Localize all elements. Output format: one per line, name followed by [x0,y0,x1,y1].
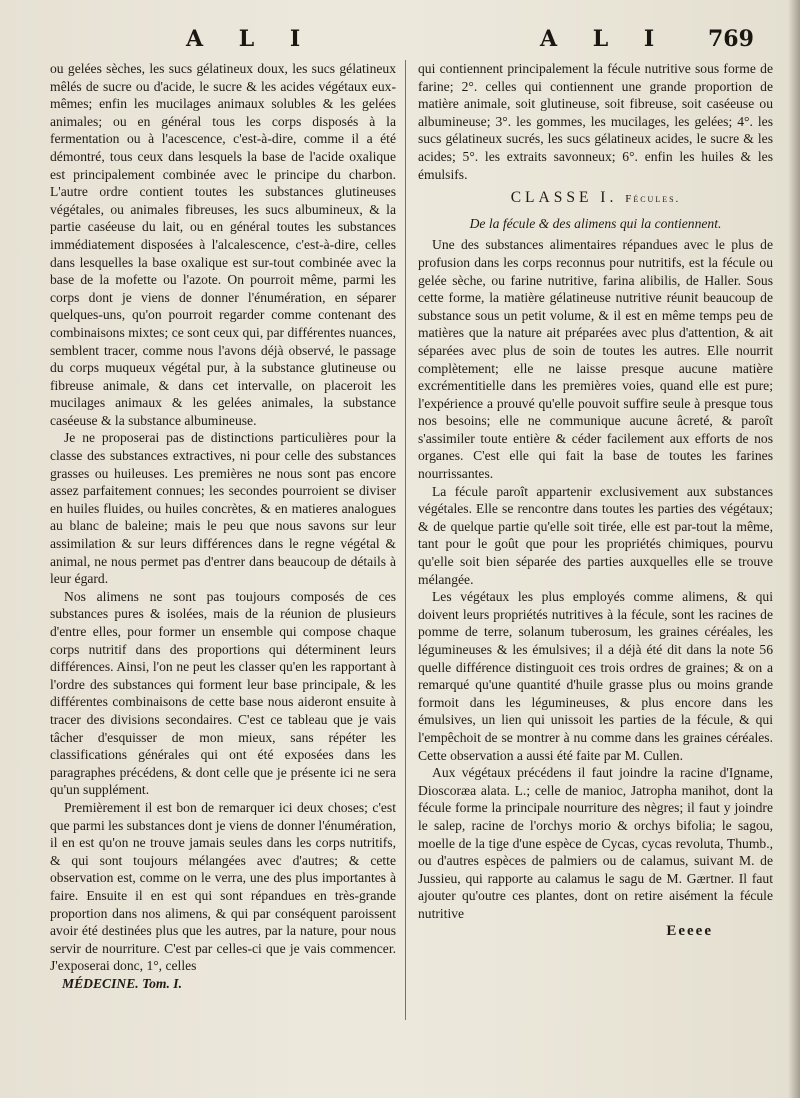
running-head-right: A L I [540,26,669,52]
section-subheading: De la fécule & des alimens qui la contiennent. [469,215,722,231]
class-heading-main: CLASSE I. [510,189,618,207]
paragraph: Nos alimens ne sont pas toujours composés de ces substances pures & isolées, mais de la réunion de plusieurs d'entre elles, pour former un ensemble qui compose chaque corps nutritif dans des proportions qui déterminent leurs différences. Ainsi, l'on ne peut les classer qu'en les rapportant à l'ordre des substances qui forment leur base principale, & les différentes combinaisons de cette base nous aideront ensuite à tracer des divisions secondaires. C'est ce tableau que je vais tâcher d'esquisser de mon mieux, sans répéter les classifications générales qui ont été exposées dans les paragraphes précédens, & dont celle que je présente ici ne sera qu'un supplément. [50,588,396,798]
paragraph: La fécule paroît appartenir exclusivement aux substances végétales. Elle se rencontre dans toutes les parties des végétaux; & de quelque partie qu'elle soit tirée, elle est par-tout la même, tant pour le goût que pour les propriétés chimiques, pourvu qu'elle soit bien séparée des parties auxquelles elle se trouve mélangée. [418,483,773,587]
left-column [50,60,396,992]
paragraph: Une des substances alimentaires répandues avec le plus de profusion dans les corps reconnus pour nutritifs, est la fécule ou gelée sèche, ou farine nutritive, farina alibilis, de Haller. Sous cette forme, la matière gélatineuse nutritive réunit beaucoup de substance sous un petit volume, & il est en même temps peu de matières que la nature ait préparées avec plus d'attention, & ait séparées avec plus de soin de toutes les autres. Elle nourrit complètement; elle ne laisse presque aucune matière excrémentitielle dans les premières voies, quand elle est pure; l'expérience a prouvé qu'elle pouvoit suffire seule à presque tous nos besoins; elle ne communique aucune âcreté, & paroît s'assimiler toute entière & céder facilement aux efforts de nos organes. C'est elle qui fait la base de toutes les farines nourrissantes. [418,237,773,482]
page-edge-shadow [788,0,800,1098]
column-divider [405,60,406,1020]
catchword: Eeeee [666,922,713,939]
running-head-left: A L I [186,26,315,52]
paragraph: qui contiennent principalement la fécule nutritive sous forme de farine; 2°. celles qui contiennent une grande proportion de matière animale, soit glutineuse, soit fibreuse, soit caséeuse ou albumineuse; 3°. les gommes, les mucilages, les gelées; 4°. les sucs gélatineux sucrés, les sucs gélatineux acides, le sucre & les acides; 5°. les extraits savonneux; 6°. enfin les huiles & les émulsifs. [418,61,773,182]
paragraph: Premièrement il est bon de remarquer ici deux choses; c'est que parmi les substances dont je viens de donner l'énumération, il en est qu'on ne trouve jamais seules dans les corps nutritifs, & qui sont toujours mélangées avec d'autres; & cette observation est, comme on le verra, une des plus importantes à faire. Ensuite il en est qui sont répandues en très-grande proportion dans nos alimens, & qui par conséquent paroissent avoir été destinées plus que les autres, par la nature, pour nous servir de nourriture. C'est par celles-ci que je vais commencer. J'exposerai donc, 1°, celles [50,799,396,974]
right-column [418,60,773,940]
page-number: 769 [708,26,754,52]
signature-line: MÉDECINE. Tom. I. [62,975,182,991]
paragraph: Aux végétaux précédens il faut joindre la racine d'Igname, Dioscoræa alata. L.; celle de manioc, Jatropha manihot, dont la fécule forme la principale nourriture des nègres; il faut y joindre le salep, racine de l'orchys morio & orchys bifolia; le sagou, moelle de la tige d'une espèce de Cycas, cycas revoluta, Thumb., ou d'autres espèces de palmiers ou de calamus, suivant M. de Jussieu, qui rapporte au calamus le sagu de M. Gærtner. Il faut ajouter qu'outre ces plantes, dont on retire aisément la fécule nutritive [418,765,773,921]
class-heading [418,189,773,209]
paragraph: ou gelées sèches, les sucs gélatineux doux, les sucs gélatineux mêlés de sucre ou d'acide, le sucre & les acides végétaux eux-mêmes; enfin les mucilages animaux solubles & les gelées animales; ou en général tous les corps disposés à la fermentation ou à l'acescence, c'est-à-dire, comme il a été démontré, tous ceux dans lesquels la base de l'acide oxalique est principalement combinée avec le principe du charbon. L'autre ordre contient toutes les substances glutineuses végétales, ou animales fibreuses, les sucs albumineux, & la partie caséeuse du lait, ou en général toutes les substances immédiatement disposées à l'alcalescence, c'est-à-dire, celles dans lesquelles la base oxalique est sur-tout combinée avec la base de la mofette ou l'azote. On pourroit même, parmi les corps dont je viens de donner l'énumération, en séparer quelques-uns, qu'on pourroit regarder comme contenant des combinaisons mixtes; ce sont ceux qui, par différentes nuances, semblent tracer, comme nous l'avons déjà observé, le passage du corps muqueux végétal pur, à la substance glutineuse ou fibreuse animale, & dans cet intervalle, on placeroit les mucilages animaux & les gelées animales, la substance caséeuse & la substance albumineuse. [50,61,396,428]
paragraph: Je ne proposerai pas de distinctions particulières pour la classe des substances extractives, ni pour celle des substances grasses ou huileuses. Les premières ne nous sont pas encore assez parfaitement connues; les secondes pourroient se diviser en huiles fluides, ou huiles concrètes, & en matieres analogues au blanc de baleine; mais le peu que nous savons sur leur assimilation & sur leurs différences dans le regne végétal & animal, ne nous permet pas d'entrer dans beaucoup de détails à leur égard. [50,430,396,587]
class-heading-small: Fécules. [625,193,681,206]
paragraph: Les végétaux les plus employés comme alimens, & qui doivent leurs propriétés nutritives à la fécule, sont les racines de pomme de terre, solanum tuberosum, les graines céréales, les légumineuses & les émulsives; il a déjà été dit dans la note 56 quelle différence distinguoit ces trois ordres de graines; & on a remarqué qu'une quantité d'huile grasse plus ou moins grande formoit dans les légumineuses, & plus encore dans les émulsives, un lien qui unissoit les parties de la fécule, & qui l'empêchoit de se montrer à nu comme dans les graines céréales. Cette observation a aussi été faite par M. Cullen. [418,589,773,763]
